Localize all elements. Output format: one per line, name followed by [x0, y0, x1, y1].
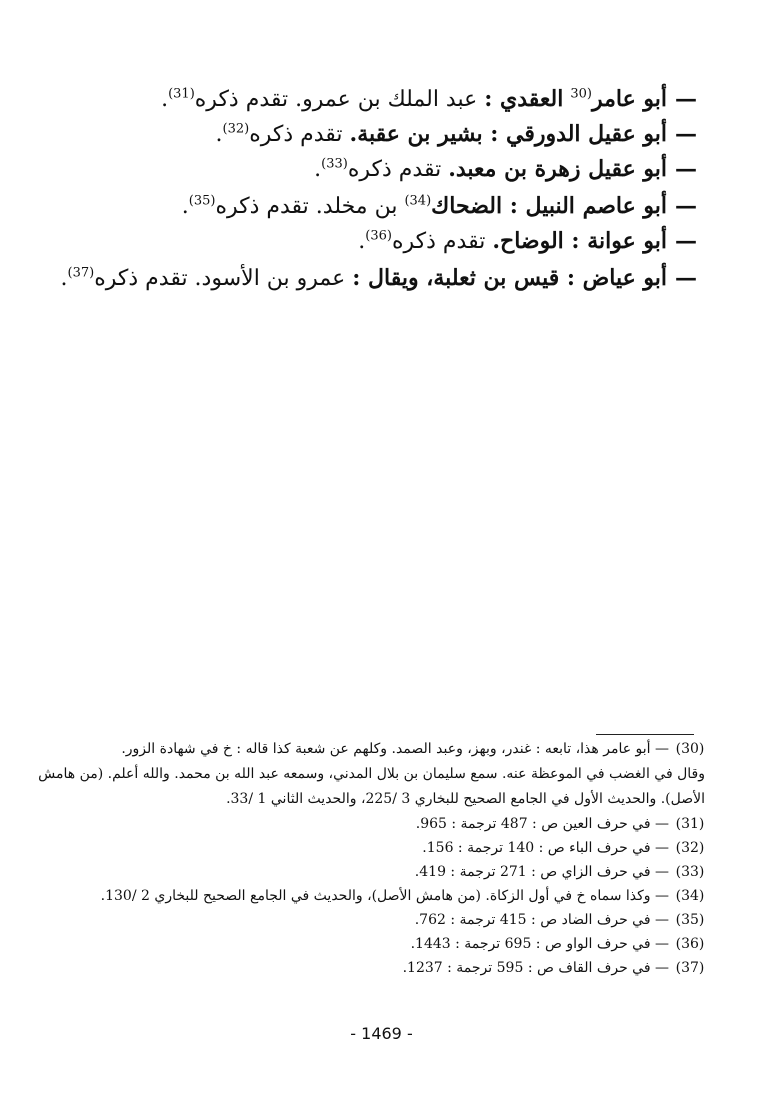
- footnote-ref: (31): [168, 86, 195, 102]
- entry-term-secondary: العقدي :: [484, 86, 564, 112]
- footnote-number: (35): [675, 912, 705, 928]
- entry-end: .: [215, 122, 223, 147]
- footnote-34: [85, 884, 705, 908]
- entry-abu-awana: [57, 224, 697, 259]
- entry-text: تقدم ذكره: [391, 229, 486, 254]
- footnote-number: (36): [675, 936, 705, 952]
- entry-end: .: [181, 194, 189, 219]
- footnote-text: — وكذا سماه خ في أول الزكاة. (من هامش الأصل)، والحديث في الجامع الصحيح للبخاري 2 /130.: [100, 888, 669, 904]
- footnote-text: — في حرف الضاد ص : 415 ترجمة : 762.: [414, 912, 669, 928]
- footnote-text: الأصل). والحديث الأول في الجامع الصحيح للبخاري 3 /225، والحديث الثاني 1 /33.: [226, 791, 705, 807]
- entry-dash: —: [675, 228, 697, 254]
- footnote-text: — أبو عامر هذا، تابعه : غندر، وبهز، وعبد الصمد. وكلهم عن شعبة كذا قاله : خ في شهادة الزور.: [121, 741, 669, 757]
- footnote-35: [85, 908, 705, 932]
- footnote-number: (30): [675, 741, 705, 757]
- footnote-text: — في حرف القاف ص : 595 ترجمة : 1237.: [402, 960, 669, 976]
- footnote-30-line-3: [85, 787, 705, 811]
- entry-text: تقدم ذكره: [249, 122, 343, 147]
- footnote-text: — في حرف الزاي ص : 271 ترجمة : 419.: [414, 864, 669, 880]
- entry-end: .: [358, 229, 366, 254]
- entry-abu-asim: [57, 189, 697, 224]
- entry-text: بن مخلد. تقدم ذكره: [215, 194, 398, 219]
- entry-dash: —: [675, 265, 697, 291]
- entry-term: أبو عامر: [591, 86, 667, 112]
- entry-abu-aqil-dawraqi: [57, 117, 697, 152]
- footnote-33: [85, 860, 705, 884]
- entry-term: أبو عاصم النبيل : الضحاك: [431, 193, 667, 219]
- entry-term: أبو عوانة : الوضاح.: [492, 228, 667, 254]
- footnote-ref: (36): [365, 228, 392, 244]
- footnote-number: (31): [675, 816, 705, 832]
- footnote-text: — في حرف الواو ص : 695 ترجمة : 1443.: [410, 936, 669, 952]
- footnote-32: [85, 836, 705, 860]
- entry-dash: —: [675, 86, 697, 112]
- entry-term: أبو عياض : قيس بن ثعلبة، ويقال :: [352, 265, 667, 291]
- footnote-ref: (34): [404, 193, 432, 209]
- entry-text: عبد الملك بن عمرو. تقدم ذكره: [194, 87, 478, 112]
- entry-abu-aqil-zuhra: [57, 152, 697, 187]
- entry-dash: —: [675, 193, 697, 219]
- page-number: - 1469 -: [350, 1024, 413, 1043]
- footnote-ref: (35): [188, 193, 216, 209]
- footnote-ref: (32): [222, 121, 250, 137]
- entry-term: أبو عقيل زهرة بن معبد.: [448, 156, 667, 182]
- entry-abu-ayyad: [57, 261, 697, 296]
- footnote-36: [85, 932, 705, 956]
- footnote-text: — في حرف الباء ص : 140 ترجمة : 156.: [422, 840, 669, 856]
- footnote-37: [85, 956, 705, 980]
- entry-end: .: [314, 157, 322, 182]
- entry-end: .: [161, 87, 169, 112]
- footnote-text: — في حرف العين ص : 487 ترجمة : 965.: [415, 816, 669, 832]
- footnote-ref: (33): [321, 156, 348, 172]
- footnote-number: (32): [675, 840, 705, 856]
- footnote-30-line-2: [38, 762, 705, 786]
- footnote-separator: [596, 734, 694, 735]
- entry-abu-amir: [57, 82, 697, 117]
- entry-term: أبو عقيل الدورقي : بشير بن عقبة.: [349, 121, 667, 147]
- footnote-30: [85, 737, 705, 761]
- entry-end: .: [60, 266, 68, 291]
- entry-dash: —: [675, 156, 697, 182]
- entry-dash: —: [675, 121, 697, 147]
- footnote-31: [85, 812, 705, 836]
- footnote-ref: (37): [67, 265, 95, 281]
- entry-text: عمرو بن الأسود. تقدم ذكره: [94, 266, 346, 291]
- footnote-text: وقال في الغضب في الموعظة عنه. سمع سليمان بن بلال المدني، وسمعه عبد الله بن محمد. والله أعلم. (من هامش: [38, 766, 705, 782]
- footnote-ref: (30: [570, 86, 592, 102]
- entry-text: تقدم ذكره: [347, 157, 442, 182]
- footnote-number: (37): [675, 960, 705, 976]
- footnote-number: (33): [675, 864, 705, 880]
- footnote-number: (34): [675, 888, 705, 904]
